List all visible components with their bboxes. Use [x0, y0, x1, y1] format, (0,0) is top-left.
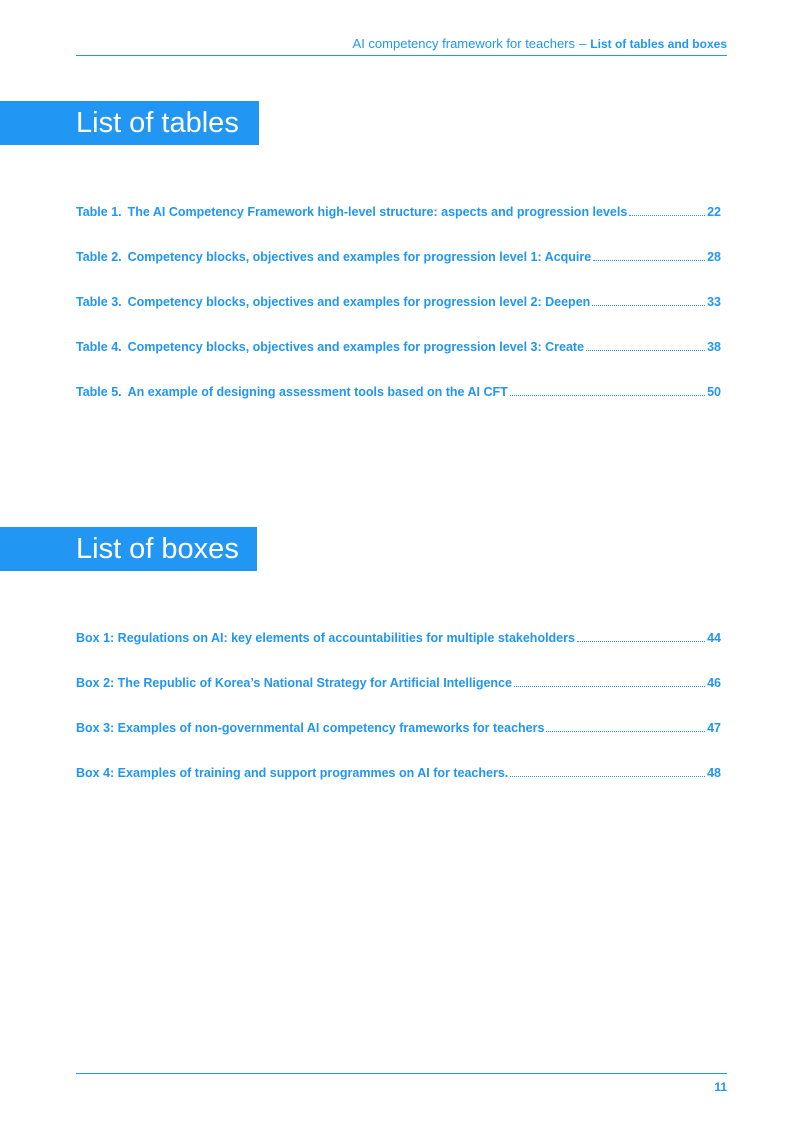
header-section: List of tables and boxes — [590, 37, 727, 51]
dot-leader — [586, 350, 705, 351]
table-entry-1[interactable] — [76, 205, 721, 223]
box-entry-title: Box 2: The Republic of Korea’s National Strategy for Artificial Intelligence — [76, 676, 512, 690]
table-entry-number: Table 2. — [76, 250, 122, 264]
table-entry-number: Table 3. — [76, 295, 122, 309]
box-entry-1[interactable] — [76, 631, 721, 649]
table-entry-5[interactable] — [76, 385, 721, 403]
box-entry-4[interactable] — [76, 766, 721, 784]
table-entry-4[interactable] — [76, 340, 721, 358]
box-entry-title: Box 1: Regulations on AI: key elements of accountabilities for multiple stakeholders — [76, 631, 575, 645]
table-entry-3[interactable] — [76, 295, 721, 313]
table-entry-number: Table 4. — [76, 340, 122, 354]
table-entry-title: Competency blocks, objectives and examples for progression level 2: Deepen — [127, 295, 591, 309]
table-entry-2[interactable] — [76, 250, 721, 268]
box-entry-page: 44 — [707, 631, 721, 645]
footer-rule — [76, 1073, 727, 1074]
table-entry-page: 28 — [707, 250, 721, 264]
dot-leader — [510, 776, 705, 777]
table-entry-page: 38 — [707, 340, 721, 354]
box-entry-title: Box 3: Examples of non-governmental AI competency frameworks for teachers — [76, 721, 545, 735]
list-of-boxes — [76, 631, 721, 811]
table-entry-title: Competency blocks, objectives and examples for progression level 3: Create — [127, 340, 585, 354]
table-entry-title: The AI Competency Framework high-level structure: aspects and progression levels — [127, 205, 628, 219]
list-of-tables-heading: List of tables — [0, 101, 259, 145]
dot-leader — [546, 731, 705, 732]
list-of-tables — [76, 205, 721, 430]
table-entry-page: 33 — [707, 295, 721, 309]
dot-leader — [629, 215, 705, 216]
dot-leader — [510, 395, 705, 396]
dot-leader — [593, 260, 705, 261]
list-of-boxes-heading: List of boxes — [0, 527, 257, 571]
table-entry-number: Table 5. — [76, 385, 122, 399]
header-rule — [76, 55, 727, 56]
table-entry-title: Competency blocks, objectives and examples for progression level 1: Acquire — [127, 250, 592, 264]
box-entry-2[interactable] — [76, 676, 721, 694]
table-entry-number: Table 1. — [76, 205, 122, 219]
table-entry-title: An example of designing assessment tools based on the AI CFT — [127, 385, 508, 399]
dot-leader — [577, 641, 705, 642]
dot-leader — [592, 305, 705, 306]
box-entry-3[interactable] — [76, 721, 721, 739]
box-entry-page: 47 — [707, 721, 721, 735]
box-entry-page: 46 — [707, 676, 721, 690]
table-entry-page: 22 — [707, 205, 721, 219]
document-title: AI competency framework for teachers — [352, 36, 576, 51]
running-header — [76, 36, 727, 51]
box-entry-title: Box 4: Examples of training and support programmes on AI for teachers. — [76, 766, 509, 780]
dot-leader — [514, 686, 705, 687]
header-separator: – — [579, 36, 587, 51]
table-entry-page: 50 — [707, 385, 721, 399]
box-entry-page: 48 — [707, 766, 721, 780]
page-number: 11 — [714, 1080, 727, 1094]
